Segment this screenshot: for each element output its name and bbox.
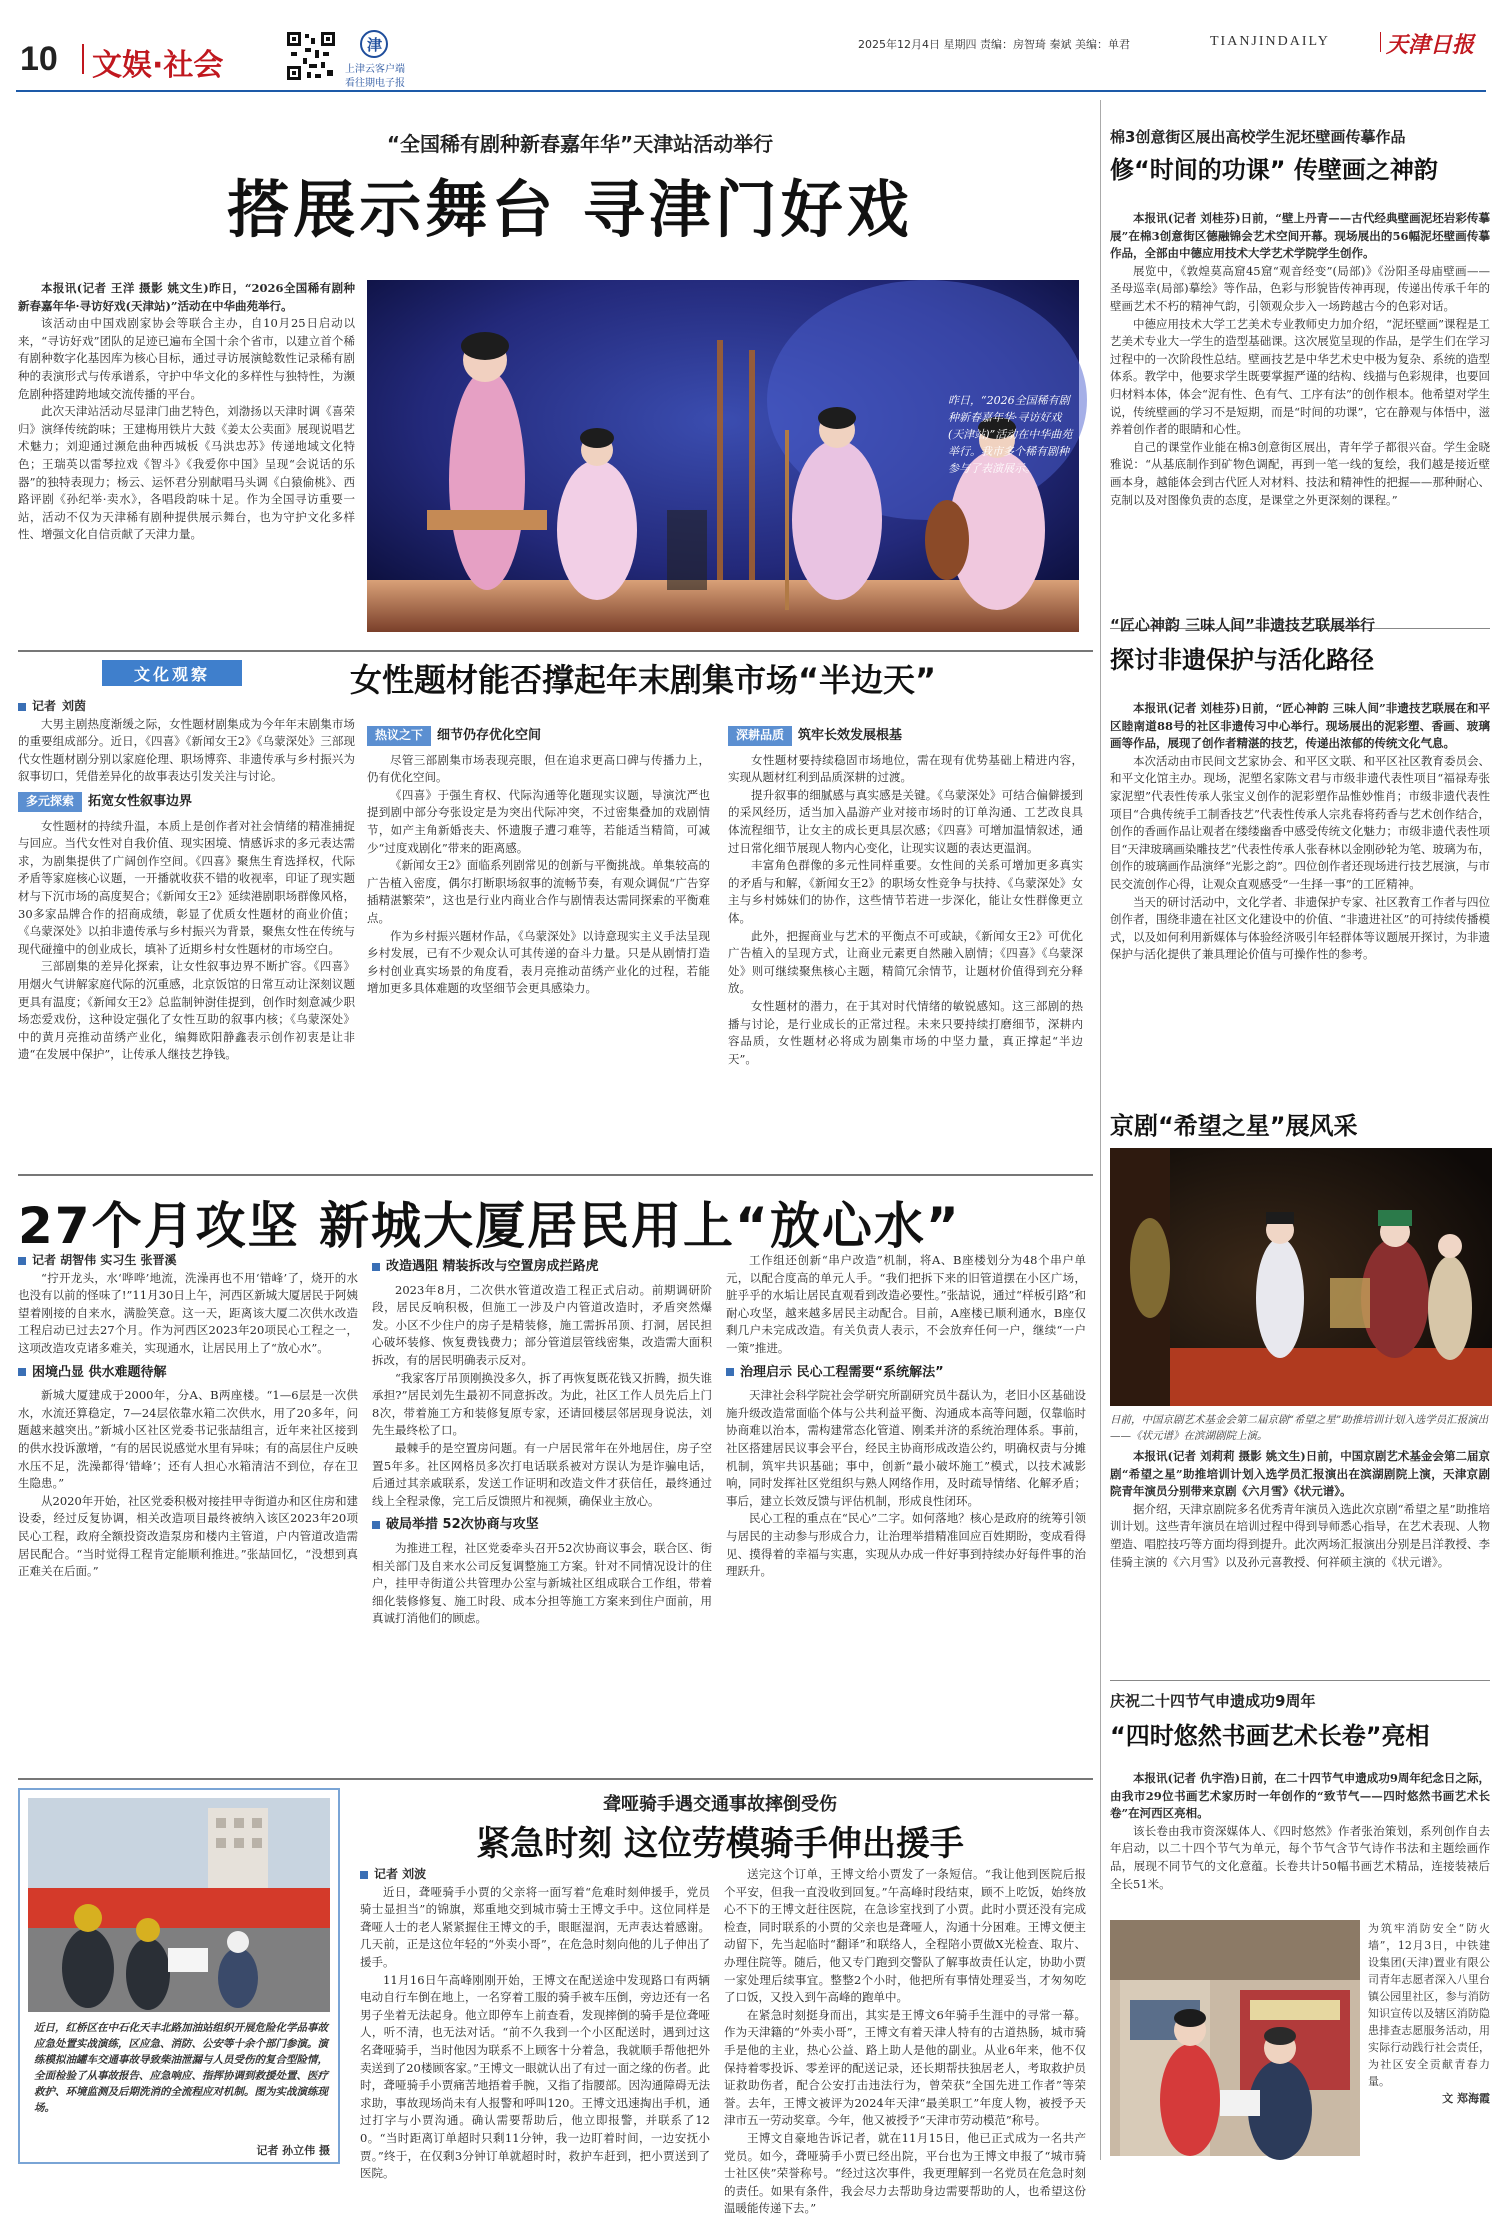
- a2-para: 此外，把握商业与艺术的平衡点不可或缺，《新闻女王2》可优化广告植入的呈现方式，让商业元素更自然融入剧情；《四喜》《乌蒙深处》则可继续聚焦核心主题，精简冗余情节，让题材价值得到充分释放。: [728, 928, 1083, 996]
- a10-col2: [724, 1866, 1086, 2216]
- a1-title: 搭展示舞台 寻津门好戏: [227, 173, 913, 246]
- a10-para: 送完这个订单，王博文给小贾发了一条短信。“我让他到医院后报个平安，但我一直没收到回复。”午高峰时段结束，顾不上吃饭，始终放心不下的王博文赶往医院，在急诊室找到了小贾。此时小贾还没有完成检查，同时联系的小贾的父亲也是聋哑人，沟通十分困难。王博文便主动留下，先当起临时“翻译”和联络人，全程陪小贾做X光检查、取片、办理住院等。随后，他又专门跑到交警队了解事故责任认定，协助小贾一家处理后续事宜。整整2个小时，他把所有事情处理妥当，才匆匆吃了口饭，又投入到午高峰的跑单中。: [724, 1867, 1086, 2005]
- a4-byline: 本报讯(记者 刘桂芬)日前，“匠心神韵 三味人间”非遗技艺联展在和平区睦南道88号的社区非遗传习中心举行。现场展出的泥彩塑、香画、玻璃画等作品，展现了创作者精湛的技艺，传递出浓郁的传统文化气息。: [1110, 701, 1490, 751]
- a10-col1: [360, 1866, 710, 2181]
- a8-sub3: 破局举措 52次协商与攻坚: [372, 1516, 712, 1534]
- a2-sub3: 深耕品质 筑牢长效发展根基: [728, 726, 1083, 746]
- a8-col1: [18, 1252, 358, 1774]
- a10-para: 王博文自豪地告诉记者，就在11月15日，他已正式成为一名共产党员。如今，聋哑骑手小贾已经出院，平台也为王博文申报了“城市骑士社区侠”荣誉称号。“经过这次事件，我更理解到一名党员在危急时刻的责任。如果有条件，我会尽力去帮助身边需要帮助的人，也希望这份温暖能传递下去。”: [724, 2130, 1086, 2216]
- a6-byline: 本报讯(记者 仇宇浩)日前，在二十四节气申遗成功9周年纪念日之际，由我市29位书画艺术家历时一年创作的“致节气——四时悠然书画艺术长卷”在河西区亮相。: [1110, 1771, 1490, 1821]
- a8-sub4: 治理启示 民心工程需要“系统解法”: [726, 1364, 1086, 1382]
- divider: [18, 1174, 1093, 1176]
- logo-english: TIANJINDAILY: [1210, 34, 1330, 49]
- svg-text:津: 津: [367, 36, 383, 54]
- a6-kicker: 庆祝二十四节气申遗成功9周年: [1110, 1692, 1316, 1710]
- a8-para: 工作组还创新“串户改造”机制，将A、B座楼划分为48个串户单元，以配合度高的单元人手。“我们把拆下来的旧管道摆在小区广场，脏乎乎的水垢让居民直观看到改造必要性。”张喆说，通过“样板引路”和耐心攻坚，越来越多居民主动配合。目前，A座楼已顺利通水，B座仅剩几户未完成改造。有关负责人表示，不会放弃任何一户，继续“一户一策”推进。: [726, 1253, 1086, 1355]
- a8-para: 最棘手的是空置房问题。有一户居民常年在外地居住，房子空置5年多。社区网格员多次打电话联系被对方误认为是诈骗电话，后通过其亲戚联系，发送工作证明和改造文件才获信任，最终通过线上全程录像，完工后反馈照片和视频，确保业主放心。: [372, 1440, 712, 1508]
- a2-sub1: 多元探索 拓宽女性叙事边界: [18, 792, 355, 812]
- a1-byline: 本报讯(记者 王洋 摄影 姚文生)昨日，“2026全国稀有剧种新春嘉年华·寻访好戏(天津站)”活动在中华曲苑举行。: [18, 281, 355, 313]
- a4-body: [1110, 700, 1490, 1104]
- a3-para: 自己的课堂作业能在棉3创意街区展出，青年学子都很兴奋。学生金晓雅说：“从基底制作到矿物色调配，再到一笔一线的复绘，我们越是接近壁画本身，越能体会到古代匠人对材料、技法和精神性的把握——那种耐心、克制以及对图像负责的态度，是课堂之外更深刻的课程。”: [1110, 439, 1490, 507]
- a2-sub2: 热议之下 细节仍存优化空间: [367, 726, 710, 746]
- a3-para: 展览中，《敦煌莫高窟45窟“观音经变”(局部)》《汾阳圣母庙壁画——圣母巡幸(局部)摹绘》等作品，色彩与形貌皆传神再现，传递出传承千年的壁画艺术不朽的精神气韵，引领观众步入一场跨越古今的色彩对话。: [1110, 263, 1490, 313]
- a10-para: 近日，聋哑骑手小贾的父亲将一面写着“危难时刻伸援手，党员骑士显担当”的锦旗，郑重地交到城市骑士王博文手中。这位同样是聋哑人士的老人紧紧握住王博文的手，眼眶湿润，无声表达着感谢。几天前，正是这位年轻的“外卖小哥”，在危急时刻向他的儿子伸出了援手。: [360, 1884, 710, 1969]
- a2-tag-text: 文化观察: [133, 664, 210, 684]
- a2-para: 女性题材的潜力，在于其对时代情绪的敏锐感知。这三部剧的热播与讨论，是行业成长的正常过程。未来只要持续打磨细节，深耕内容品质，女性题材必将成为剧集市场的中坚力量，真正撑起“半边天”。: [728, 998, 1083, 1066]
- section-divider: [82, 44, 84, 74]
- a5-caption: 日前，中国京剧艺术基金会第二届京剧“希望之星”助推培训计划入选学员汇报演出——《状元谱》在滨湖剧院上演。: [1110, 1414, 1489, 1442]
- a9-box: [18, 1788, 340, 2164]
- a8-para: 2023年8月，二次供水管道改造工程正式启动。前期调研阶段，居民反响积极，但施工一涉及户内管道改造时，矛盾突然爆发。小区不少住户的房子是精装修，施工需拆吊顶、打洞，居民担心破坏装修、恢复费钱费力；部分管道层管线密集，改造需大面积拆改，有的居民明确表示反对。: [372, 1282, 712, 1367]
- a7-caption: [1368, 1920, 1490, 2156]
- a8-para: “我家客厅吊顶刚换没多久，拆了再恢复既花钱又折腾，损失谁承担?”居民刘先生最初不同意拆改。为此，社区工作人员先后上门8次，带着施工方和装修复原专家，还请回楼层邻居现身说法，刘先生最终松了口。: [372, 1370, 712, 1438]
- a1-kicker: “全国稀有剧种新春嘉年华”天津站活动举行: [386, 132, 774, 156]
- a8-intro: “拧开龙头，水‘哗哗’地流，洗澡再也不用‘错峰’了，烧开的水也没有以前的怪味了!”11月30日上午，河西区新城大厦居民于阿姨望着刚接的自来水，满脸笑意。这一天，距离该大厦二次供水改造工程启动已过去27个月。作为河西区2023年20项民心工程之一，这项改造攻克诸多难关，实现通水，让居民用上了“放心水”。: [18, 1270, 358, 1355]
- qr-code[interactable]: [285, 30, 337, 82]
- a8-title: 27个月攻坚 新城大厦居民用上“放心水”: [18, 1197, 961, 1255]
- a5-body: [1110, 1448, 1490, 1680]
- a9-photo-drill: [28, 1798, 330, 2012]
- a7-caption-text: 为筑牢消防安全“防火墙”，12月3日，中铁建设集团(天津)置业有限公司青年志愿者深入八里台镇公园里社区，参与消防知识宣传以及辖区消防隐患排查志愿服务活动，用实际行动践行社会责任，为社区安全贡献青春力量。: [1368, 1922, 1490, 2088]
- a8-col3: [726, 1252, 1086, 1774]
- divider: [1110, 1680, 1490, 1681]
- a8-para: 为推进工程，社区党委牵头召开52次协商议事会，联合区、街相关部门及自来水公司反复调整施工方案。针对不同情况设计的住户，挂甲寺街道公共管理办公室与新城社区组成联合工作组，带着细化装修修复、施工时段、成本分担等施工方案来到住户面前，用真诚打消他们的顾虑。: [372, 1540, 712, 1626]
- a3-body: [1110, 210, 1490, 620]
- a6-para: 该长卷由我市资深媒体人、《四时悠然》作者张治策划，系列创作自去年启动，以二十四个节气为单元，每个节气含节气诗作书法和主题绘画作品，展现不同节气的文化意蕴。长卷共计50幅书画艺术精品，连接装裱后全长51米。: [1110, 1823, 1490, 1891]
- a6-body: [1110, 1770, 1490, 1916]
- a8-para: 民心工程的重点在“民心”二字。如何落地？核心是政府的统筹引领与居民的主动参与形成合力，让治理举措精准回应百姓期盼，变成看得见、摸得着的幸福与实惠，实现从办成一件好事到持续办好每件事的治理跃升。: [726, 1511, 1086, 1579]
- a8-sub1: 困境凸显 供水难题待解: [18, 1364, 358, 1382]
- a2-title: 女性题材能否撑起年末剧集市场“半边天”: [350, 661, 937, 699]
- section-name: 文娱·社会: [92, 48, 224, 83]
- a2-para: 作为乡村振兴题材作品，《乌蒙深处》以诗意现实主义手法呈现乡村发展，已有不少观众认可其传递的奋斗力量。只是从剧情打造乡村创业真实场景的角度看，表月亮推动苗绣产业化的过程，若能增加更多具体难题的攻坚细节会更具感染力。: [367, 928, 710, 996]
- a2-para: 《新闻女王2》面临系列剧常见的创新与平衡挑战。单集较高的广告植入密度，偶尔打断职场叙事的流畅节奏，有观众调侃“广告穿插精湛繁荣”，这也是行业内商业合作与剧情表达需同探索的平衡难点。: [367, 858, 710, 925]
- divider: [1100, 100, 1101, 2160]
- a9-credit: 记者 孙立伟 摄: [256, 2144, 330, 2157]
- a5-photo-opera: [1110, 1148, 1492, 1406]
- a8-para: 新城大厦建成于2000年，分A、B两座楼。“1—6层是一次供水，水流还算稳定，7—24层依靠水箱二次供水，用了20多年，问题越来越突出。”新城小区社区党委书记张喆组言，近年来社区接到的供水投诉激增，“有的居民说感觉水里有异味；有的高层住户反映水压不足，洗澡都得‘错峰’；还有人担心水箱清洁不到位，存在卫生隐患。”: [18, 1388, 358, 1491]
- a8-para: 天津社会科学院社会学研究所副研究员牛磊认为，老旧小区基础设施升级改造常面临个体与公共利益平衡、沟通成本高等问题，仅靠临时协商难以治本，需构建常态化管道、刚柔并济的系统治理体系。事前，社区搭建居民议事会平台，经民主协商形成改造公约，明确权责与分摊机制，筑牢共识基础；事中，创新“最小破坏施工”模式，以技术减影响，同时发挥社区党组织与熟人网络作用，及时疏导情绪、化解矛盾；事后，建立长效反馈与评估机制，形成良性闭环。: [726, 1388, 1086, 1508]
- a4-para: 本次活动由市民间文艺家协会、和平区文联、和平区社区教育委员会、和平文化馆主办。现场，泥塑名家陈文君与市级非遗代表性项目“福禄寿张家泥塑”代表性传承人张宝义创作的泥彩塑作品惟妙惟肖；市级非遗代表性项目“合典传统手工制香技艺”代表性传承人宗兆春将药香与艺术创作结合，创作的香画作品让观者在缕缕幽香中感受传统文化魅力；市级非遗代表性项目“天津玻璃画染雕技艺”代表性传承人张春林以金刚砂轮为笔、玻璃为布，创作的玻璃画作品演绎“光影之韵”。四位创作者还现场进行技艺展演，与市民交流创作心得，让观众直观感受“一生择一事”的工匠精神。: [1110, 753, 1490, 891]
- a2-para: 三部剧集的差异化探索，让女性叙事边界不断扩容。《四喜》用烟火气讲解家庭代际的沉重感，北京饭馆的日常互动让深刻议题更具有温度；《新闻女王2》总监制钟澍佳提到，创作时刻意减少职场恋爱戏份，这种设定强化了女性互助的叙事内核；《乌蒙深处》中的黄月亮推动苗绣产业化，编舞欧阳静鑫表示创作初衷是让非遗“在发展中保护”，让传承人继技艺挣钱。: [18, 959, 355, 1062]
- newspaper-logo: 天津日报: [1386, 32, 1475, 58]
- a2-para: 尽管三部剧集市场表现亮眼，但在追求更高口碑与传播力上，仍有优化空间。: [367, 752, 710, 785]
- a2-para: 丰富角色群像的多元性同样重要。女性间的关系可增加更多真实的矛盾与和解，《新闻女王2》的职场女性竞争与扶持、《乌蒙深处》女主与乡村姊妹们的协作，这些情节若进一步深化，能让女性群像更立体。: [728, 858, 1083, 925]
- a7-photo-fire-safety: [1110, 1920, 1360, 2156]
- a5-para: 据介绍，天津京剧院多名优秀青年演员入选此次京剧“希望之星”助推培训计划。这些青年演员在培训过程中得到导师悉心指导，在艺术表现、人物塑造、唱腔技巧等方面均得到提升。此次两场汇报演出分别是吕洋教授、李佳骑主演的《六月雪》以及孙元喜教授、何祥硕主演的《状元谱》。: [1110, 1501, 1490, 1569]
- a10-para: 11月16日午高峰刚刚开始，王博文在配送途中发现路口有两辆电动自行车倒在地上，一名穿着工服的骑手被车压倒，旁边还有一名男子坐着无法起身。他立即停车上前查看，发现摔倒的骑手是位聋哑人，听不清，也无法对话。“前不久我到一个小区配送时，遇到过这名聋哑骑手，当时他因为联系不上顾客十分着急，我就顺手帮他把外卖送到了20楼顾客家。”王博文一眼就认出了有过一面之缘的伤者。此时，聋哑骑手小贾痛苦地捂着手腕，又指了指腰部。因沟通障碍无法求助，事故现场尚未有人报警和呼叫120。王博文迅速掏出手机，通过打字与小贾沟通。确认需要帮助后，他立即报警，并联系了120。“当时距离订单超时只剩11分钟，我一边盯着时间，一边安抚小贾。”终于，在仅剩3分钟订单就超时时，救护车赶到，把小贾送到了医院。: [360, 1972, 710, 2181]
- a2-tag: [102, 660, 242, 686]
- logo-divider: [1380, 32, 1381, 52]
- a4-para: 当天的研讨活动中，文化学者、非遗保护专家、社区教育工作者与四位创作者，围绕非遗在社区文化建设中的价值、“非遗进社区”的可持续传播模式，以及如何利用新媒体与体验经济吸引年轻群体等议题展开探讨，为非遗保护与活化提供了兼具理论价值与可操作性的参考。: [1110, 894, 1490, 962]
- a1-para: 此次天津站活动尽显津门曲艺特色，刘渤扬以天津时调《喜荣归》演绎传统韵味；王建梅用铁片大鼓《姜太公卖面》展现说唱艺术魅力；刘迎通过濒危曲种西城板《马洪忠苏》传递地域文化特色；王瑞英以雷琴拉戏《智斗》《我爱你中国》呈现“会说话的乐器”的独特表现力；杨云、运怀君分别献唱马头调《白猿偷桃》、西路评剧《孙纪举·卖水》，各唱段韵味十足。作为全国寻访重要一站，活动不仅为天津稀有剧种提供展示舞台，也为守护文化多样性、增强文化自信贡献了天津力量。: [18, 404, 355, 542]
- a3-kicker: 棉3创意街区展出高校学生泥坯壁画传摹作品: [1110, 128, 1406, 146]
- a4-kicker: “匠心神韵 三味人间”非遗技艺联展举行: [1110, 616, 1375, 634]
- a2-col3: [728, 720, 1083, 1168]
- a2-author: 记者 刘茵: [18, 698, 355, 716]
- a1-body: [18, 280, 355, 642]
- a8-para: 从2020年开始，社区党委积极对接挂甲寺街道办和区住房和建设委，经过反复协调，相关改造项目最终被纳入该区2023年20项民心工程，政府全额投资改造泵房和楼内主管道，户内管道改造需居民配合。“当时觉得工程肯定能顺利推进。”张喆回忆，“没想到真正难关在后面。”: [18, 1493, 358, 1579]
- a7-author: 文 郑海霞: [1442, 2092, 1490, 2105]
- a2-para: 《四喜》于强生育权、代际沟通等化题现实议题，导演沈严也提到剧中部分夸张设定是为突出代际冲突，不过密集叠加的戏剧情节，如产主角新婚丧夫、怀遗腹子遭刁难等，若能适当精简，可减少“过度戏剧化”带来的距离感。: [367, 787, 710, 855]
- a5-byline: 本报讯(记者 刘莉莉 摄影 姚文生)日前，中国京剧艺术基金会第二届京剧“希望之星”助推培训计划入选学员汇报演出在滨湖剧院上演，天津京剧院青年演员分别带来京剧《六月雪》《状元谱》。: [1110, 1449, 1490, 1499]
- a10-para: 在紧急时刻挺身而出，其实是王博文6年骑手生涯中的寻常一幕。作为天津籍的“外卖小哥”，王博文有着天津人特有的古道热肠，城市骑手是他的主业，热心公益、路上助人是他的副业。从业6年来，他不仅保持着零投诉、零差评的配送记录，还长期帮扶独居老人，考取救护员证救助伤者，配合公安打击违法行为，曾荣获“全国先进工作者”等荣誉。去年，王博文被评为2024年天津“最美职工”年度人物，被授予天津市五一劳动奖章。今年，他又被授予“天津市劳动模范”称号。: [724, 2007, 1086, 2128]
- a9-caption: 近日，红桥区在中石化天丰北路加油站组织开展危险化学品事故应急处置实战演练，区应急、消防、公安等十余个部门参演。演练模拟油罐车交通事故导致柴油泄漏与人员受伤的复合型险情，全面检验了从事故报告、应急响应、指挥协调到救援处置、医疗救护、环境监测及后期洗消的全流程应对机制。图为实战演练现场。: [34, 2022, 328, 2114]
- a3-byline: 本报讯(记者 刘桂芬)日前，“壁上丹青——古代经典壁画泥坯岩彩传摹展”在棉3创意街区德融锦会艺术空间开幕。现场展出的56幅泥坯壁画传摹作品，全部由中德应用技术大学艺术学院学生创作。: [1110, 211, 1490, 261]
- a3-title: 修“时间的功课” 传壁画之神韵: [1110, 156, 1438, 184]
- a2-intro: 大男主剧热度渐缓之际，女性题材剧集成为今年年末剧集市场的重要组成部分。近日，《四喜》《新闻女王2》《乌蒙深处》三部现代女性题材剧分别以家庭伦理、职场博弈、非遗传承与乡村振兴为叙事切口，凭借差异化的故事表达引发关注与讨论。: [18, 716, 355, 784]
- divider: [18, 1778, 1093, 1780]
- a2-col2: [367, 720, 710, 1168]
- a10-title: 紧急时刻 这位劳模骑手伸出援手: [476, 1824, 964, 1864]
- a5-title: 京剧“希望之星”展风采: [1110, 1112, 1358, 1140]
- a8-sub2: 改造遇阻 精装拆改与空置房成拦路虎: [372, 1258, 712, 1276]
- a2-col1: [18, 698, 355, 1168]
- page-number: 10: [20, 40, 58, 78]
- a8-author: 记者 胡智伟 实习生 张晋溪: [18, 1252, 358, 1270]
- a1-para: 该活动由中国戏剧家协会等联合主办，自10月25日启动以来，“寻访好戏”团队的足迹已遍布全国十余个省市，以建立首个稀有剧种数字化基因库为核心目标，通过寻访展演鲶数性记录稀有剧种的表演形式与传承谱系，守护中华文化的多样性与独特性，为濒危剧种搭建跨地域交流传播的平台。: [18, 316, 355, 401]
- client-logo-icon: [360, 30, 388, 58]
- a2-para: 提升叙事的细腻感与真实感是关键。《乌蒙深处》可结合偏僻援到的采风经历，适当加入晶游产业对接市场时的订单沟通、工艺改良具体流程细节，让女主的成长更具层次感；《四喜》可增加温情叙述，通过日常化细节展现人物内心变化，让现实议题的表达更温润。: [728, 787, 1083, 855]
- date-info: 2025年12月4日 星期四 责编：房智琦 秦斌 美编：单君: [858, 38, 1130, 51]
- a10-author: 记者 刘波: [360, 1866, 710, 1884]
- divider: [18, 650, 1093, 652]
- a1-caption: 昨日，“2026全国稀有剧种新春嘉年华·寻访好戏(天津站)”活动在中华曲苑举行。我市多个稀有剧种参与了表演展示。: [948, 394, 1073, 475]
- masthead: [0, 0, 1500, 96]
- a8-col2: [372, 1252, 712, 1774]
- a2-para: 女性题材的持续升温，本质上是创作者对社会情绪的精准捕捉与回应。当代女性对自我价值、现实困境、情感诉求的多元表达需求，为剧集提供了广阔创作空间。《四喜》聚焦生育选择权，代际矛盾等家庭核心议题，一开播就收获不错的收视率，印证了现实题材与下沉市场的高度契合；《新闻女王2》延续港剧职场群像风格，30多家品牌合作的招商成绩，彰显了优质女性题材的商业价值；《乌蒙深处》以拍非遗传承与乡村振兴为背景，聚焦女性在传统与现代碰撞中的创业成长，填补了近期乡村女性题材的市场空白。: [18, 818, 355, 956]
- a4-title: 探讨非遗保护与活化路径: [1110, 646, 1374, 674]
- a6-title: “四时悠然书画艺术长卷”亮相: [1110, 1722, 1430, 1750]
- client-label-2: 看往期电子报: [345, 78, 405, 89]
- a2-para: 女性题材要持续稳固市场地位，需在现有优势基础上精进内容，实现从题材红利到品质深耕的过渡。: [728, 752, 1083, 785]
- client-label: 上津云客户端: [345, 64, 405, 75]
- a10-kicker: 聋哑骑手遇交通事故摔倒受伤: [603, 1794, 837, 1815]
- masthead-rule: [16, 90, 1486, 92]
- a3-para: 中德应用技术大学工艺美术专业教师史力加介绍，“泥坯壁画”课程是工艺美术专业大一学生的造型基础课。这次展览呈现的作品，是学生们在学习过程中的一次阶段性总结。壁画技艺是中华艺术史中极为复杂、系统的造型体系。教学中，他要求学生既要掌握严谨的结构、线描与色彩规律，也要回归材料本体，体会“泥有性、色有气、工序有法”的创作根本。他希望对学生说，传统壁画的学习不是短期，而是“时间的功课”，它在静观与体悟中，滋养着创作者的眼睛和心性。: [1110, 316, 1490, 437]
